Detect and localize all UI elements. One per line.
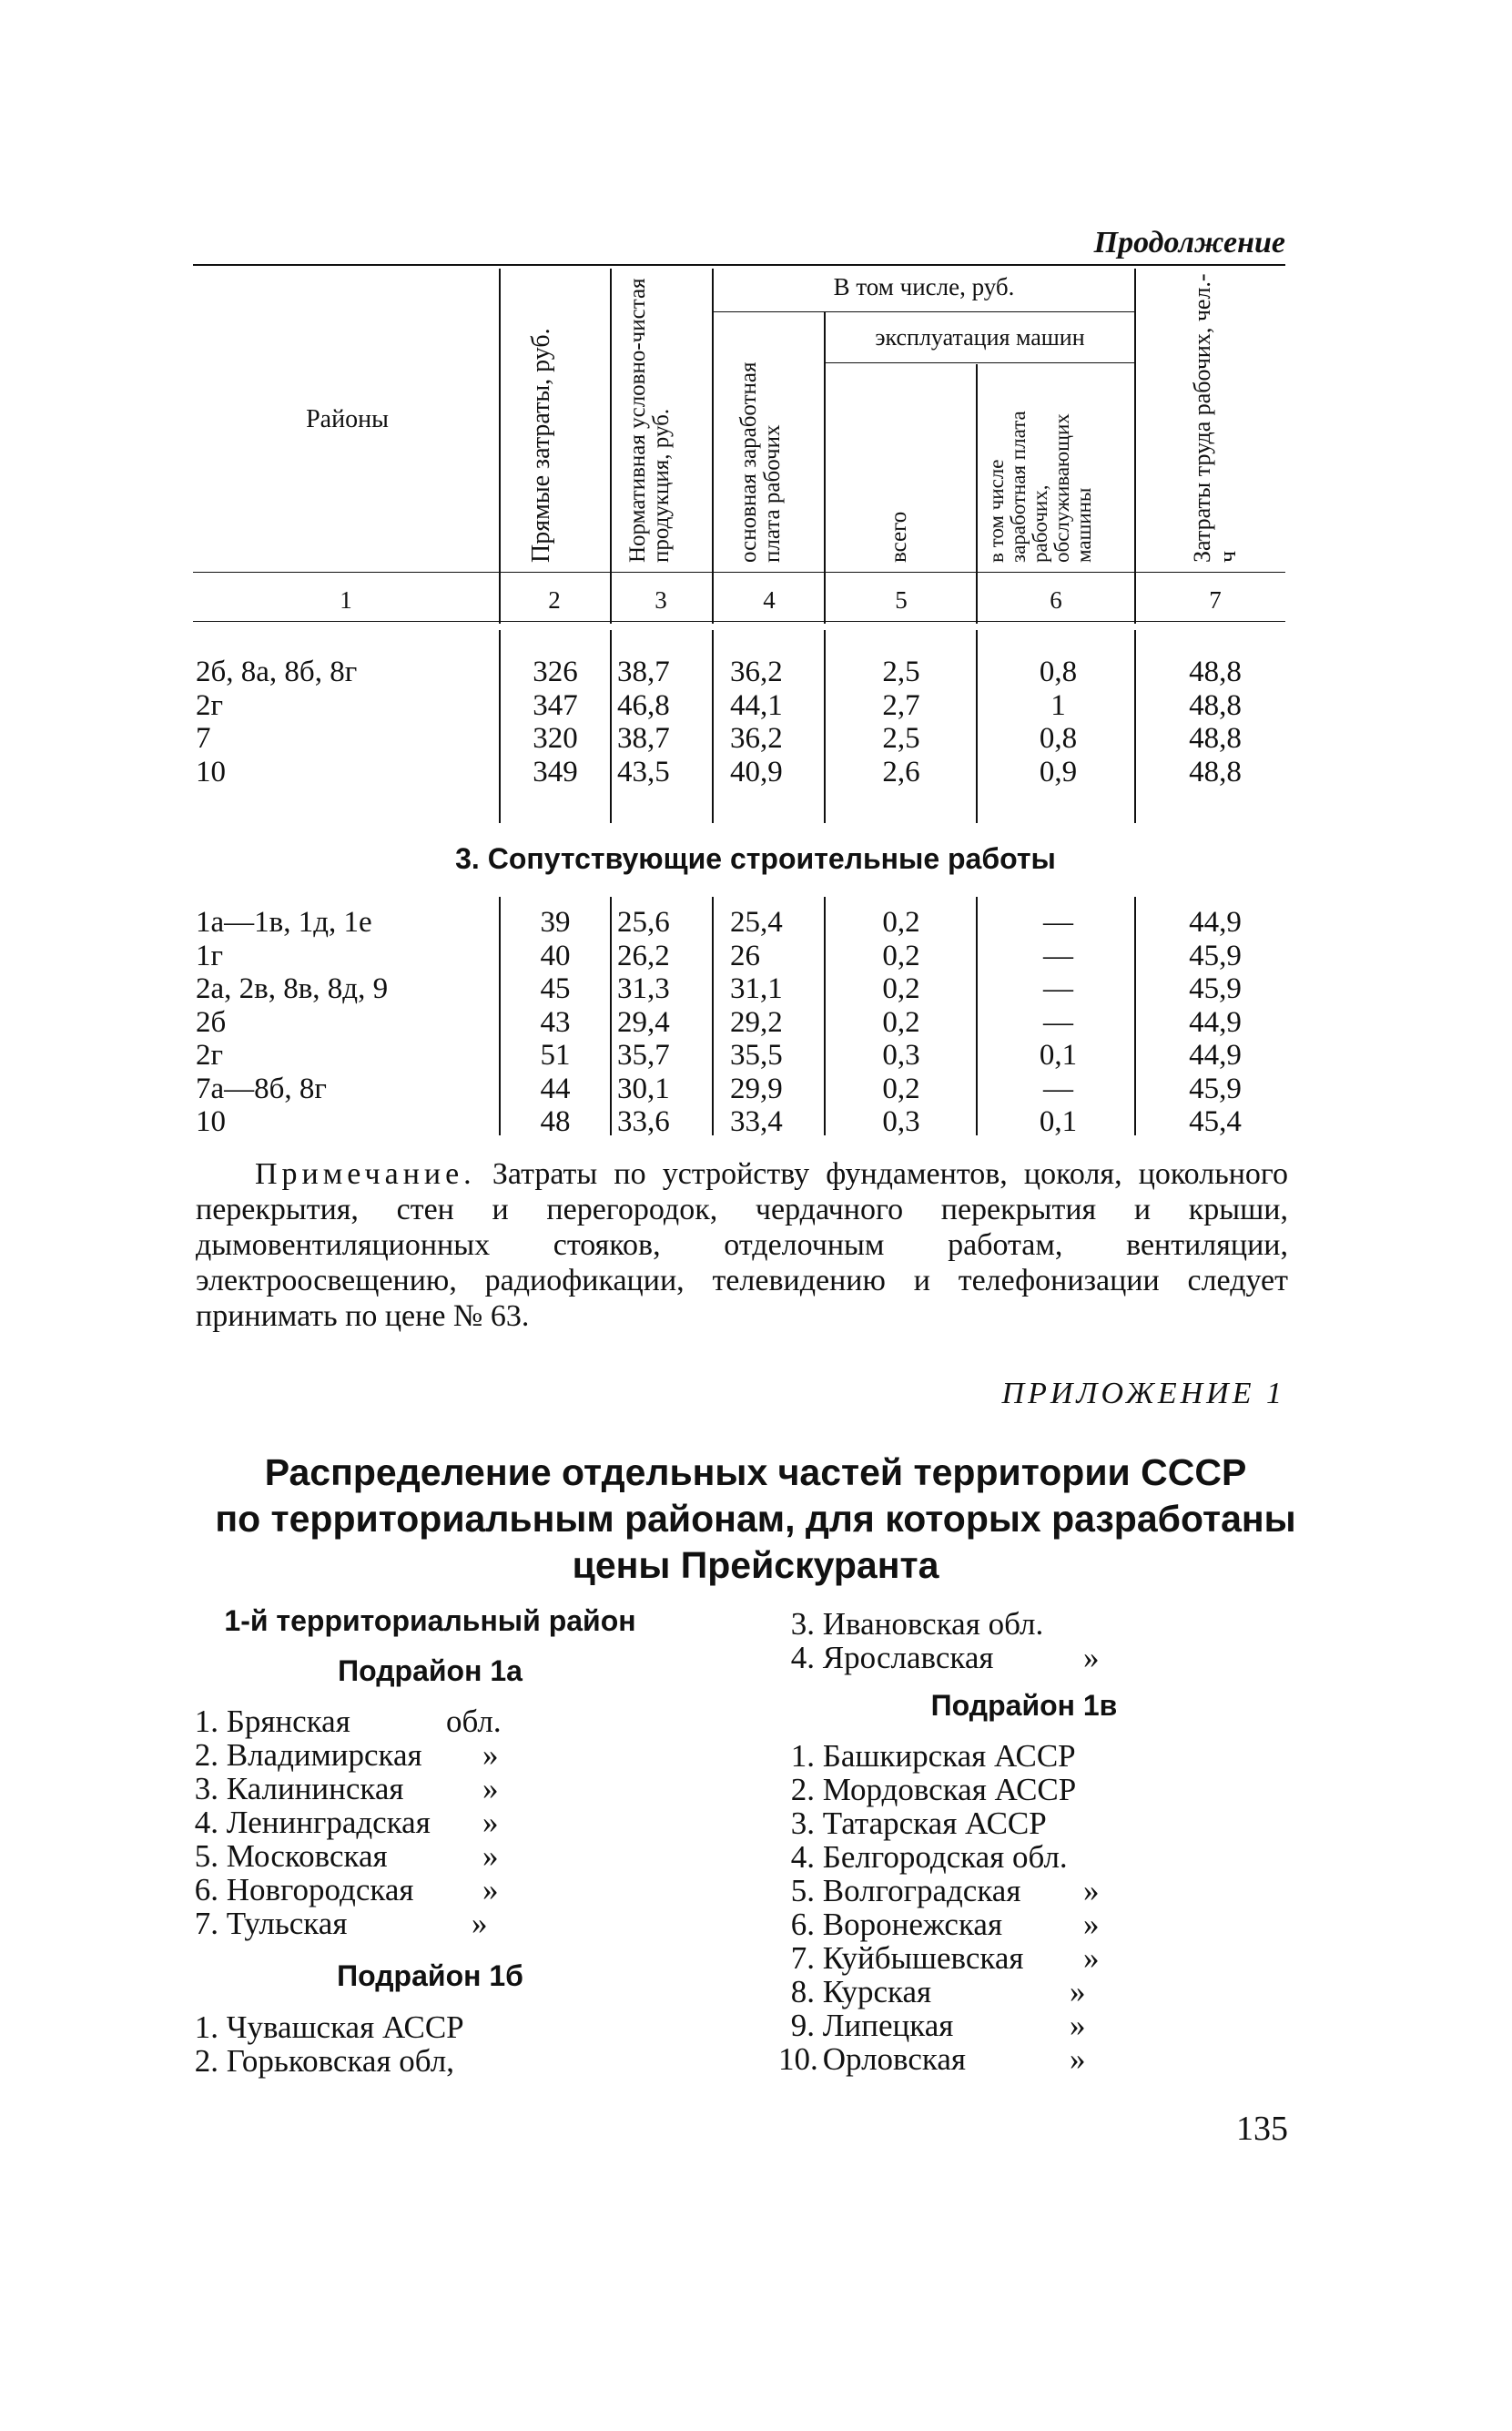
item-number: 4. bbox=[790, 1839, 815, 1875]
item-suffix: » bbox=[482, 1771, 499, 1806]
subdistrict-1a-title: Подрайон 1а bbox=[338, 1654, 523, 1687]
subdistrict-1v-title: Подрайон 1в bbox=[930, 1689, 1118, 1722]
item-suffix: » bbox=[1083, 1940, 1100, 1976]
cell-labor: 48,8 bbox=[1189, 656, 1242, 688]
cell-direct: 326 bbox=[533, 656, 578, 688]
list-item bbox=[778, 2041, 1086, 2077]
item-name: Московская bbox=[226, 1838, 388, 1874]
cell-direct: 45 bbox=[540, 972, 571, 1005]
cell-direct: 349 bbox=[533, 756, 578, 788]
item-number: 4. bbox=[194, 1805, 218, 1840]
list-item bbox=[182, 1805, 499, 1840]
item-number: 9. bbox=[790, 2008, 815, 2043]
cell-direct: 43 bbox=[540, 1006, 571, 1039]
colnum-bottom-rule bbox=[193, 621, 1285, 622]
cell-machine-wages: 0,1 bbox=[1039, 1105, 1078, 1138]
table-row bbox=[0, 689, 1512, 722]
item-number: 3. bbox=[790, 1606, 815, 1642]
cell-labor: 45,9 bbox=[1189, 972, 1242, 1005]
item-name: Липецкая bbox=[822, 2008, 954, 2043]
table-row bbox=[0, 972, 1512, 1005]
list-item bbox=[182, 1704, 502, 1739]
item-name: Ярославская bbox=[822, 1640, 994, 1675]
item-number: 3. bbox=[194, 1771, 218, 1806]
list-item bbox=[778, 1907, 1100, 1942]
section-title: 3. Сопутствующие строительные работы bbox=[455, 842, 1056, 875]
colnum-7: 7 bbox=[1209, 586, 1222, 614]
item-name: Орловская bbox=[822, 2041, 966, 2077]
list-item bbox=[778, 1873, 1100, 1908]
item-number: 3. bbox=[790, 1805, 815, 1841]
item-suffix: » bbox=[472, 1906, 488, 1941]
item-suffix: » bbox=[482, 1872, 499, 1907]
item-name: Башкирская АССР bbox=[822, 1738, 1076, 1774]
including-rule bbox=[712, 311, 1134, 312]
item-name: Ленинградская bbox=[226, 1805, 431, 1840]
cell-normative: 43,5 bbox=[617, 756, 670, 788]
row-region: 2а, 2в, 8в, 8д, 9 bbox=[196, 972, 389, 1005]
item-suffix: » bbox=[1070, 2041, 1086, 2077]
item-name: Мордовская АССР bbox=[822, 1772, 1077, 1807]
header-including-wages: в том числе заработная плата рабочих, обслуживающих машины bbox=[985, 411, 1095, 563]
list-item bbox=[182, 1737, 499, 1773]
list-item bbox=[778, 1607, 1043, 1641]
item-name: Новгородская bbox=[226, 1872, 414, 1907]
item-number: 7. bbox=[790, 1940, 815, 1976]
cell-total: 0,2 bbox=[882, 1006, 920, 1039]
item-number: 1. bbox=[194, 1704, 218, 1739]
row-region: 10 bbox=[196, 1105, 226, 1138]
row-region: 7 bbox=[196, 722, 211, 755]
item-number: 6. bbox=[194, 1872, 218, 1907]
district-heading: 1-й территориальный район bbox=[224, 1604, 636, 1637]
header-labor-costs: Затраты труда рабочих, чел.-ч bbox=[1189, 273, 1241, 563]
row-region: 1а—1в, 1д, 1е bbox=[196, 906, 372, 939]
cell-total: 2,6 bbox=[882, 756, 920, 788]
cell-normative: 25,6 bbox=[617, 906, 670, 939]
cell-labor: 45,9 bbox=[1189, 940, 1242, 972]
item-number: 5. bbox=[790, 1873, 815, 1908]
header-machine-operation: эксплуатация машин bbox=[875, 324, 1085, 351]
item-name: Ивановская обл. bbox=[822, 1606, 1044, 1642]
row-region: 10 bbox=[196, 756, 226, 788]
cell-direct: 51 bbox=[540, 1039, 571, 1072]
item-name: Калининская bbox=[226, 1771, 404, 1806]
table-row bbox=[0, 1039, 1512, 1072]
colnum-6: 6 bbox=[1050, 586, 1062, 614]
list-item bbox=[182, 1872, 499, 1907]
cell-normative: 35,7 bbox=[617, 1039, 670, 1072]
colnum-3: 3 bbox=[655, 586, 667, 614]
note-label: Примечание. bbox=[255, 1157, 476, 1191]
cell-normative: 29,4 bbox=[617, 1006, 670, 1039]
header-basic-wages: основная заработная плата рабочих bbox=[736, 361, 785, 563]
list-item bbox=[182, 1838, 499, 1874]
cell-normative: 33,6 bbox=[617, 1105, 670, 1138]
vsep-6 bbox=[1134, 269, 1136, 624]
cell-total: 2,5 bbox=[882, 722, 920, 755]
item-name: Куйбышевская bbox=[822, 1940, 1024, 1976]
item-name: Брянская bbox=[226, 1704, 350, 1739]
colnum-4: 4 bbox=[763, 586, 776, 614]
appendix-title-line: Распределение отдельных частей территории СССР bbox=[264, 1451, 1247, 1493]
cell-wages: 40,9 bbox=[730, 756, 783, 788]
page-number: 135 bbox=[1236, 2110, 1288, 2148]
cell-labor: 44,9 bbox=[1189, 1006, 1242, 1039]
cell-wages: 36,2 bbox=[730, 656, 783, 688]
cell-direct: 347 bbox=[533, 689, 578, 722]
item-suffix: » bbox=[1083, 1640, 1100, 1675]
cell-direct: 320 bbox=[533, 722, 578, 755]
table-row bbox=[0, 940, 1512, 972]
table-row bbox=[0, 756, 1512, 788]
item-number: 2. bbox=[194, 1737, 218, 1773]
item-suffix: » bbox=[1083, 1907, 1100, 1942]
item-number: 2. bbox=[194, 2043, 218, 2079]
item-name: Волгоградская bbox=[822, 1873, 1021, 1908]
item-number: 5. bbox=[194, 1838, 218, 1874]
cell-wages: 31,1 bbox=[730, 972, 783, 1005]
cell-normative: 26,2 bbox=[617, 940, 670, 972]
table-row bbox=[0, 1105, 1512, 1138]
cell-normative: 31,3 bbox=[617, 972, 670, 1005]
header-direct-costs: Прямые затраты, руб. bbox=[527, 328, 555, 563]
vsep-5 bbox=[976, 364, 978, 624]
item-name: Чувашская АССР bbox=[226, 2009, 464, 2045]
cell-total: 0,3 bbox=[882, 1105, 920, 1138]
colnum-1: 1 bbox=[340, 586, 352, 614]
table-row bbox=[0, 722, 1512, 755]
cell-normative: 38,7 bbox=[617, 656, 670, 688]
cell-machine-wages: 0,8 bbox=[1039, 656, 1078, 688]
cell-total: 0,2 bbox=[882, 906, 920, 939]
list-item bbox=[778, 2008, 1086, 2043]
table-row bbox=[0, 906, 1512, 939]
cell-machine-wages: — bbox=[1043, 940, 1073, 972]
cell-total: 0,2 bbox=[882, 972, 920, 1005]
note-text: Затраты по устройству фундаментов, цоколя, цокольного перекрытия, стен и перегородок, чердачного перекрытия и крыши, дымовентиляционных стояков, отделочным работам, вентиляции, электроосвещению, радиофикации, телевидению и телефонизации следует принимать по цене № 63. bbox=[196, 1157, 1289, 1333]
item-number: 7. bbox=[194, 1906, 218, 1941]
item-suffix: обл. bbox=[446, 1704, 502, 1739]
item-suffix: » bbox=[482, 1805, 499, 1840]
appendix-title bbox=[182, 1449, 1329, 1589]
colnum-5: 5 bbox=[895, 586, 908, 614]
subdistrict-1v-list bbox=[778, 1738, 1100, 2077]
vsep-4 bbox=[824, 312, 826, 624]
item-number: 6. bbox=[790, 1907, 815, 1942]
cell-machine-wages: — bbox=[1043, 1006, 1073, 1039]
row-region: 7а—8б, 8г bbox=[196, 1073, 327, 1105]
row-region: 2г bbox=[196, 1039, 224, 1072]
vsep-3 bbox=[712, 269, 714, 624]
header-bottom-rule bbox=[193, 572, 1285, 573]
subdistrict-1b-list-left bbox=[182, 2010, 464, 2078]
cell-normative: 38,7 bbox=[617, 722, 670, 755]
cell-wages: 44,1 bbox=[730, 689, 783, 722]
cell-labor: 44,9 bbox=[1189, 1039, 1242, 1072]
list-item bbox=[182, 2044, 464, 2078]
item-name: Воронежская bbox=[822, 1907, 1003, 1942]
list-item bbox=[778, 1739, 1076, 1773]
row-region: 1г bbox=[196, 940, 224, 972]
cell-wages: 25,4 bbox=[730, 906, 783, 939]
continuation-label: Продолжение bbox=[1093, 226, 1285, 259]
cell-machine-wages: — bbox=[1043, 972, 1073, 1005]
cell-wages: 35,5 bbox=[730, 1039, 783, 1072]
item-number: 10. bbox=[778, 2041, 818, 2077]
cell-machine-wages: 1 bbox=[1050, 689, 1066, 722]
item-name: Владимирская bbox=[226, 1737, 422, 1773]
item-number: 4. bbox=[790, 1640, 815, 1675]
cell-total: 0,2 bbox=[882, 940, 920, 972]
header-regions: Районы bbox=[306, 405, 389, 433]
item-suffix: » bbox=[1070, 1974, 1086, 2009]
cell-labor: 48,8 bbox=[1189, 756, 1242, 788]
cell-machine-wages: 0,1 bbox=[1039, 1039, 1078, 1072]
cell-wages: 36,2 bbox=[730, 722, 783, 755]
item-number: 1. bbox=[790, 1738, 815, 1774]
cell-direct: 44 bbox=[540, 1073, 571, 1105]
cell-normative: 46,8 bbox=[617, 689, 670, 722]
header-normative-output: Нормативная условно-чистая продукция, руб. bbox=[625, 278, 674, 563]
item-number: 8. bbox=[790, 1974, 815, 2009]
appendix-label: ПРИЛОЖЕНИЕ 1 bbox=[1001, 1377, 1285, 1410]
table-row bbox=[0, 1006, 1512, 1039]
item-suffix: » bbox=[482, 1838, 499, 1874]
subdistrict-1a-list bbox=[182, 1704, 502, 1941]
list-item bbox=[778, 1806, 1076, 1840]
list-item bbox=[778, 1940, 1100, 1976]
cell-total: 0,3 bbox=[882, 1039, 920, 1072]
cell-machine-wages: 0,8 bbox=[1039, 722, 1078, 755]
cell-wages: 29,9 bbox=[730, 1073, 783, 1105]
row-region: 2б, 8а, 8б, 8г bbox=[196, 656, 358, 688]
cell-labor: 48,8 bbox=[1189, 689, 1242, 722]
table-top-rule bbox=[193, 264, 1285, 266]
item-name: Тульская bbox=[226, 1906, 348, 1941]
cell-total: 2,5 bbox=[882, 656, 920, 688]
appendix-title-line: по территориальным районам, для которых разработаны bbox=[215, 1498, 1296, 1540]
subdistrict-1b-title: Подрайон 1б bbox=[337, 1959, 523, 1992]
item-number: 2. bbox=[790, 1772, 815, 1807]
cell-total: 0,2 bbox=[882, 1073, 920, 1105]
header-total: всего bbox=[887, 511, 911, 563]
list-item bbox=[182, 1906, 488, 1941]
list-item bbox=[182, 2010, 464, 2044]
table-row bbox=[0, 1073, 1512, 1105]
item-number: 1. bbox=[194, 2009, 218, 2045]
cell-wages: 33,4 bbox=[730, 1105, 783, 1138]
cell-labor: 44,9 bbox=[1189, 906, 1242, 939]
appendix-title-line: цены Прейскуранта bbox=[572, 1544, 939, 1586]
vsep-1 bbox=[499, 269, 501, 624]
colnum-2: 2 bbox=[548, 586, 561, 614]
cell-machine-wages: 0,9 bbox=[1039, 756, 1078, 788]
cell-direct: 39 bbox=[540, 906, 571, 939]
cell-normative: 30,1 bbox=[617, 1073, 670, 1105]
vsep-2 bbox=[610, 269, 612, 624]
item-suffix: » bbox=[1070, 2008, 1086, 2043]
list-item bbox=[778, 1840, 1076, 1874]
list-item bbox=[778, 1773, 1076, 1806]
item-name: Горьковская обл, bbox=[226, 2043, 454, 2079]
item-suffix: » bbox=[482, 1737, 499, 1773]
cell-labor: 45,9 bbox=[1189, 1073, 1242, 1105]
cell-machine-wages: — bbox=[1043, 1073, 1073, 1105]
cell-total: 2,7 bbox=[882, 689, 920, 722]
note bbox=[196, 1156, 1288, 1334]
row-region: 2б bbox=[196, 1006, 227, 1039]
row-region: 2г bbox=[196, 689, 224, 722]
item-suffix: » bbox=[1083, 1873, 1100, 1908]
cell-direct: 48 bbox=[540, 1105, 571, 1138]
item-name: Татарская АССР bbox=[822, 1805, 1047, 1841]
machine-rule bbox=[824, 362, 1134, 363]
list-item bbox=[778, 1640, 1100, 1675]
cell-machine-wages: — bbox=[1043, 906, 1073, 939]
cell-wages: 29,2 bbox=[730, 1006, 783, 1039]
cell-wages: 26 bbox=[730, 940, 760, 972]
table-row bbox=[0, 656, 1512, 688]
cell-labor: 48,8 bbox=[1189, 722, 1242, 755]
cell-labor: 45,4 bbox=[1189, 1105, 1242, 1138]
cell-direct: 40 bbox=[540, 940, 571, 972]
header-including: В том числе, руб. bbox=[833, 273, 1015, 300]
subdistrict-1b-list-right bbox=[778, 1606, 1100, 1675]
list-item bbox=[778, 1974, 1086, 2009]
item-name: Белгородская обл. bbox=[822, 1839, 1068, 1875]
list-item bbox=[182, 1771, 499, 1806]
item-name: Курская bbox=[822, 1974, 932, 2009]
